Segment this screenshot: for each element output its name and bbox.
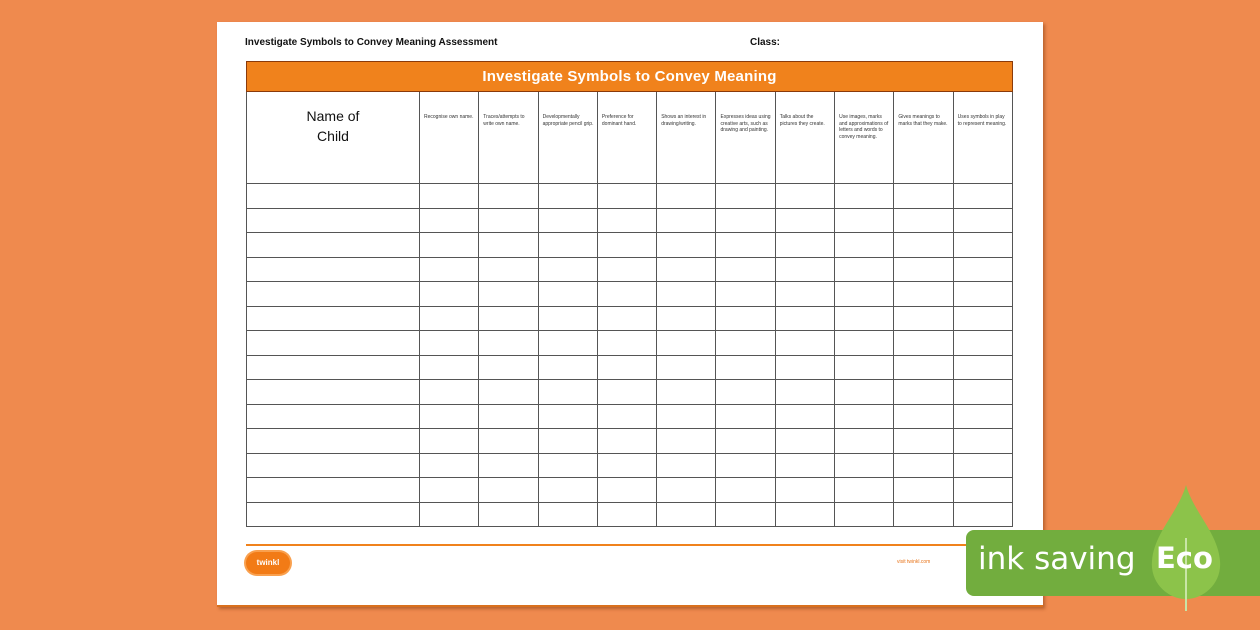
assessment-cell[interactable] [716,331,775,356]
assessment-cell[interactable] [420,453,479,478]
assessment-cell[interactable] [657,257,716,282]
assessment-cell[interactable] [894,355,953,380]
column-header: Traces/attempts to write own name. [479,92,538,184]
assessment-cell[interactable] [716,184,775,209]
assessment-cell[interactable] [597,429,656,454]
column-header: Recognise own name. [420,92,479,184]
assessment-cell[interactable] [775,453,834,478]
assessment-cell[interactable] [835,404,894,429]
table-row [247,257,1013,282]
table-row [247,380,1013,405]
assessment-cell[interactable] [894,380,953,405]
assessment-cell[interactable] [657,502,716,527]
assessment-cell[interactable] [835,306,894,331]
assessment-cell[interactable] [775,184,834,209]
child-name-cell[interactable] [247,429,420,454]
assessment-cell[interactable] [597,306,656,331]
assessment-cell[interactable] [597,257,656,282]
assessment-cell[interactable] [775,282,834,307]
child-name-cell[interactable] [247,306,420,331]
assessment-cell[interactable] [597,478,656,503]
assessment-cell[interactable] [538,380,597,405]
child-name-cell[interactable] [247,502,420,527]
assessment-cell[interactable] [894,306,953,331]
assessment-cell[interactable] [597,380,656,405]
assessment-cell[interactable] [835,429,894,454]
assessment-cell[interactable] [953,282,1012,307]
column-header: Developmentally appropriate pencil grip. [538,92,597,184]
table-banner: Investigate Symbols to Convey Meaning [247,62,1013,92]
assessment-cell[interactable] [657,184,716,209]
assessment-cell[interactable] [420,331,479,356]
assessment-cell[interactable] [657,282,716,307]
table-row [247,429,1013,454]
assessment-cell[interactable] [420,404,479,429]
assessment-cell[interactable] [835,257,894,282]
assessment-cell[interactable] [597,282,656,307]
class-label: Class: [750,37,781,48]
assessment-cell[interactable] [953,331,1012,356]
assessment-cell[interactable] [420,502,479,527]
assessment-table [246,61,1013,527]
assessment-cell[interactable] [479,502,538,527]
child-name-cell[interactable] [247,282,420,307]
assessment-cell[interactable] [479,233,538,258]
table-row [247,331,1013,356]
child-name-cell[interactable] [247,233,420,258]
assessment-cell[interactable] [894,478,953,503]
assessment-cell[interactable] [597,502,656,527]
assessment-cell[interactable] [657,404,716,429]
assessment-cell[interactable] [538,502,597,527]
assessment-cell[interactable] [775,404,834,429]
assessment-cell[interactable] [894,233,953,258]
assessment-cell[interactable] [835,233,894,258]
assessment-cell[interactable] [597,208,656,233]
assessment-cell[interactable] [953,453,1012,478]
assessment-cell[interactable] [657,233,716,258]
assessment-cell[interactable] [716,404,775,429]
child-name-cell[interactable] [247,380,420,405]
assessment-cell[interactable] [479,257,538,282]
table-row [247,184,1013,209]
column-header: Expresses ideas using creative arts, such as drawing and painting. [716,92,775,184]
assessment-cell[interactable] [420,233,479,258]
child-name-cell[interactable] [247,331,420,356]
assessment-cell[interactable] [538,208,597,233]
assessment-cell[interactable] [479,184,538,209]
assessment-cell[interactable] [538,282,597,307]
assessment-cell[interactable] [479,306,538,331]
assessment-cell[interactable] [538,306,597,331]
assessment-cell[interactable] [775,380,834,405]
child-name-cell[interactable] [247,257,420,282]
table-row [247,233,1013,258]
assessment-cell[interactable] [420,355,479,380]
child-name-cell[interactable] [247,453,420,478]
assessment-cell[interactable] [835,478,894,503]
assessment-cell[interactable] [894,453,953,478]
assessment-cell[interactable] [420,429,479,454]
assessment-cell[interactable] [835,502,894,527]
column-header: Gives meanings to marks that they make. [894,92,953,184]
assessment-cell[interactable] [894,429,953,454]
assessment-cell[interactable] [657,355,716,380]
assessment-cell[interactable] [953,404,1012,429]
assessment-cell[interactable] [420,478,479,503]
table-row [247,282,1013,307]
table-row [247,453,1013,478]
assessment-cell[interactable] [953,184,1012,209]
assessment-cell[interactable] [657,208,716,233]
child-name-cell[interactable] [247,404,420,429]
assessment-cell[interactable] [479,478,538,503]
assessment-cell[interactable] [597,184,656,209]
table-row [247,404,1013,429]
ink-saving-label: ink saving [978,541,1136,577]
table-row [247,355,1013,380]
assessment-cell[interactable] [420,380,479,405]
footer-divider [246,544,1013,546]
assessment-cell[interactable] [479,331,538,356]
assessment-cell[interactable] [775,331,834,356]
eco-label: Eco [1156,541,1213,575]
assessment-cell[interactable] [894,502,953,527]
assessment-cell[interactable] [716,257,775,282]
assessment-cell[interactable] [953,502,1012,527]
table-row [247,502,1013,527]
document-title: Investigate Symbols to Convey Meaning Assessment [245,37,498,48]
child-name-cell[interactable] [247,478,420,503]
assessment-cell[interactable] [479,282,538,307]
assessment-cell[interactable] [775,478,834,503]
assessment-cell[interactable] [420,184,479,209]
assessment-cell[interactable] [953,306,1012,331]
assessment-cell[interactable] [597,355,656,380]
assessment-cell[interactable] [894,404,953,429]
assessment-cell[interactable] [479,380,538,405]
assessment-cell[interactable] [657,478,716,503]
column-header: Preference for dominant hand. [597,92,656,184]
assessment-cell[interactable] [835,355,894,380]
assessment-cell[interactable] [835,453,894,478]
assessment-cell[interactable] [716,306,775,331]
column-header: Talks about the pictures they create. [775,92,834,184]
assessment-cell[interactable] [835,282,894,307]
assessment-cell[interactable] [538,257,597,282]
assessment-cell[interactable] [775,429,834,454]
assessment-cell[interactable] [953,208,1012,233]
assessment-cell[interactable] [597,331,656,356]
assessment-cell[interactable] [894,257,953,282]
visit-link: visit twinkl.com [897,559,931,565]
assessment-cell[interactable] [716,453,775,478]
assessment-cell[interactable] [538,478,597,503]
child-name-cell[interactable] [247,208,420,233]
assessment-cell[interactable] [538,429,597,454]
assessment-cell[interactable] [420,282,479,307]
assessment-cell[interactable] [775,502,834,527]
assessment-cell[interactable] [953,355,1012,380]
assessment-cell[interactable] [716,233,775,258]
assessment-cell[interactable] [953,233,1012,258]
column-header: Uses symbols in play to represent meaning. [953,92,1012,184]
assessment-cell[interactable] [894,331,953,356]
assessment-cell[interactable] [479,404,538,429]
assessment-cell[interactable] [835,331,894,356]
name-of-child-header: Name of Child [247,92,420,184]
assessment-cell[interactable] [538,404,597,429]
assessment-cell[interactable] [775,306,834,331]
assessment-cell[interactable] [835,208,894,233]
assessment-cell[interactable] [775,355,834,380]
assessment-cell[interactable] [953,257,1012,282]
child-name-cell[interactable] [247,355,420,380]
assessment-cell[interactable] [716,380,775,405]
assessment-cell[interactable] [894,208,953,233]
assessment-cell[interactable] [657,306,716,331]
assessment-cell[interactable] [953,478,1012,503]
assessment-cell[interactable] [894,184,953,209]
assessment-cell[interactable] [716,502,775,527]
assessment-cell[interactable] [716,208,775,233]
table-body [247,184,1013,527]
column-header: Shows an interest in drawing/writing. [657,92,716,184]
column-header: Use images, marks and approximations of letters and words to convey meaning. [835,92,894,184]
assessment-cell[interactable] [597,453,656,478]
assessment-cell[interactable] [775,208,834,233]
assessment-cell[interactable] [538,233,597,258]
assessment-cell[interactable] [953,380,1012,405]
table-row [247,478,1013,503]
assessment-cell[interactable] [657,380,716,405]
assessment-cell[interactable] [479,208,538,233]
assessment-cell[interactable] [657,429,716,454]
assessment-cell[interactable] [657,453,716,478]
worksheet-page [217,22,1043,607]
assessment-cell[interactable] [775,233,834,258]
assessment-cell[interactable] [894,282,953,307]
assessment-cell[interactable] [420,257,479,282]
assessment-cell[interactable] [420,306,479,331]
assessment-cell[interactable] [538,355,597,380]
assessment-cell[interactable] [775,257,834,282]
page-bottom-bar [217,605,1043,607]
child-name-cell[interactable] [247,184,420,209]
assessment-cell[interactable] [479,355,538,380]
assessment-cell[interactable] [597,233,656,258]
assessment-cell[interactable] [597,404,656,429]
assessment-cell[interactable] [479,429,538,454]
assessment-cell[interactable] [657,331,716,356]
assessment-cell[interactable] [538,453,597,478]
assessment-cell[interactable] [953,429,1012,454]
assessment-cell[interactable] [538,331,597,356]
table-row [247,208,1013,233]
table-row [247,306,1013,331]
twinkl-logo: twinkl [246,552,290,574]
assessment-cell[interactable] [716,282,775,307]
assessment-cell[interactable] [420,208,479,233]
assessment-cell[interactable] [835,184,894,209]
assessment-cell[interactable] [538,184,597,209]
assessment-cell[interactable] [716,355,775,380]
assessment-cell[interactable] [835,380,894,405]
assessment-cell[interactable] [716,478,775,503]
assessment-cell[interactable] [479,453,538,478]
assessment-cell[interactable] [716,429,775,454]
